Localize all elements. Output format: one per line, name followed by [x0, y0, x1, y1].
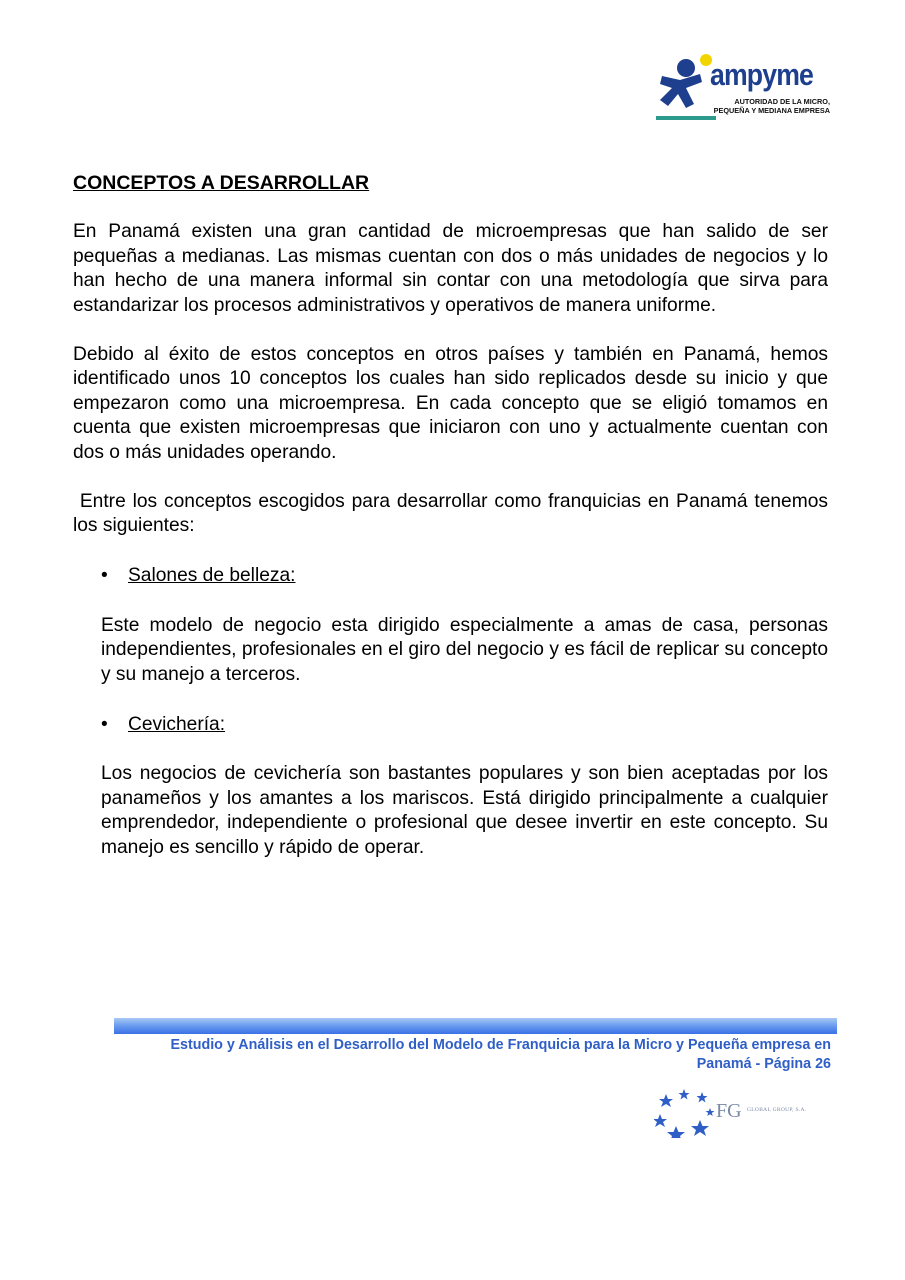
list-item-description: Este modelo de negocio esta dirigido especialmente a amas de casa, personas independientes, profesionales en el giro del negocio y es fácil de replicar su concepto y su manejo a terceros. — [101, 614, 828, 685]
ampyme-logo — [656, 52, 831, 124]
logo-subtitle-line: PEQUEÑA Y MEDIANA EMPRESA — [713, 106, 830, 115]
paragraph: Debido al éxito de estos conceptos en otros países y también en Panamá, hemos identificado unos 10 conceptos los cuales han sido replicados desde su inicio y que empezaron como una microempresa. En cada concepto que se eligió tomamos en cuenta que existen microempresas que iniciaron con uno y actualmente cuentan con dos o más unidades operando. — [73, 343, 828, 463]
list-item — [73, 563, 828, 589]
document-body — [73, 170, 834, 885]
ampyme-figure-icon — [656, 52, 716, 124]
list-item — [73, 712, 828, 738]
fg-letters: FG — [716, 1100, 742, 1122]
list-item-label: Salones de belleza: — [128, 565, 296, 586]
paragraph: Entre los conceptos escogidos para desarrollar como franquicias en Panamá tenemos los siguientes: — [73, 490, 834, 536]
fg-global-group-logo — [654, 1086, 824, 1138]
footer-caption — [114, 1036, 831, 1074]
logo-subtitle — [712, 97, 830, 115]
list-item-description: Los negocios de cevichería son bastantes populares y son bien aceptadas por los panameños y los amantes a los mariscos. Está dirigido principalmente a cualquier emprendedor, independiente o profesional que desee invertir en este concepto. Su manejo es sencillo y rápido de operar. — [101, 763, 828, 858]
page-title: CONCEPTOS A DESARROLLAR — [73, 172, 370, 194]
logo-subtitle-line: AUTORIDAD DE LA MICRO, — [734, 97, 830, 106]
paragraph: En Panamá existen una gran cantidad de microempresas que han salido de ser pequeñas a medianas. Las mismas cuentan con dos o más unidades de negocios y lo han hecho de una manera informal sin contar con una metodología que sirva para estandarizar los procesos administrativos y operativos de manera uniforme. — [73, 221, 828, 316]
list-item-label: Cevichería: — [128, 713, 226, 735]
footer-line: Estudio y Análisis en el Desarrollo del Modelo de Franquicia para la Micro y Pequeña empresa en — [170, 1037, 831, 1053]
stars-circle-icon — [654, 1086, 716, 1138]
fg-subtitle: GLOBAL GROUP, S.A. — [747, 1107, 807, 1113]
bullet-icon: • — [101, 565, 108, 586]
footer-divider — [114, 1018, 837, 1034]
logo-wordmark: ampyme — [710, 57, 814, 92]
footer-line: Panamá - Página 26 — [696, 1056, 831, 1072]
bullet-icon: • — [101, 713, 108, 735]
